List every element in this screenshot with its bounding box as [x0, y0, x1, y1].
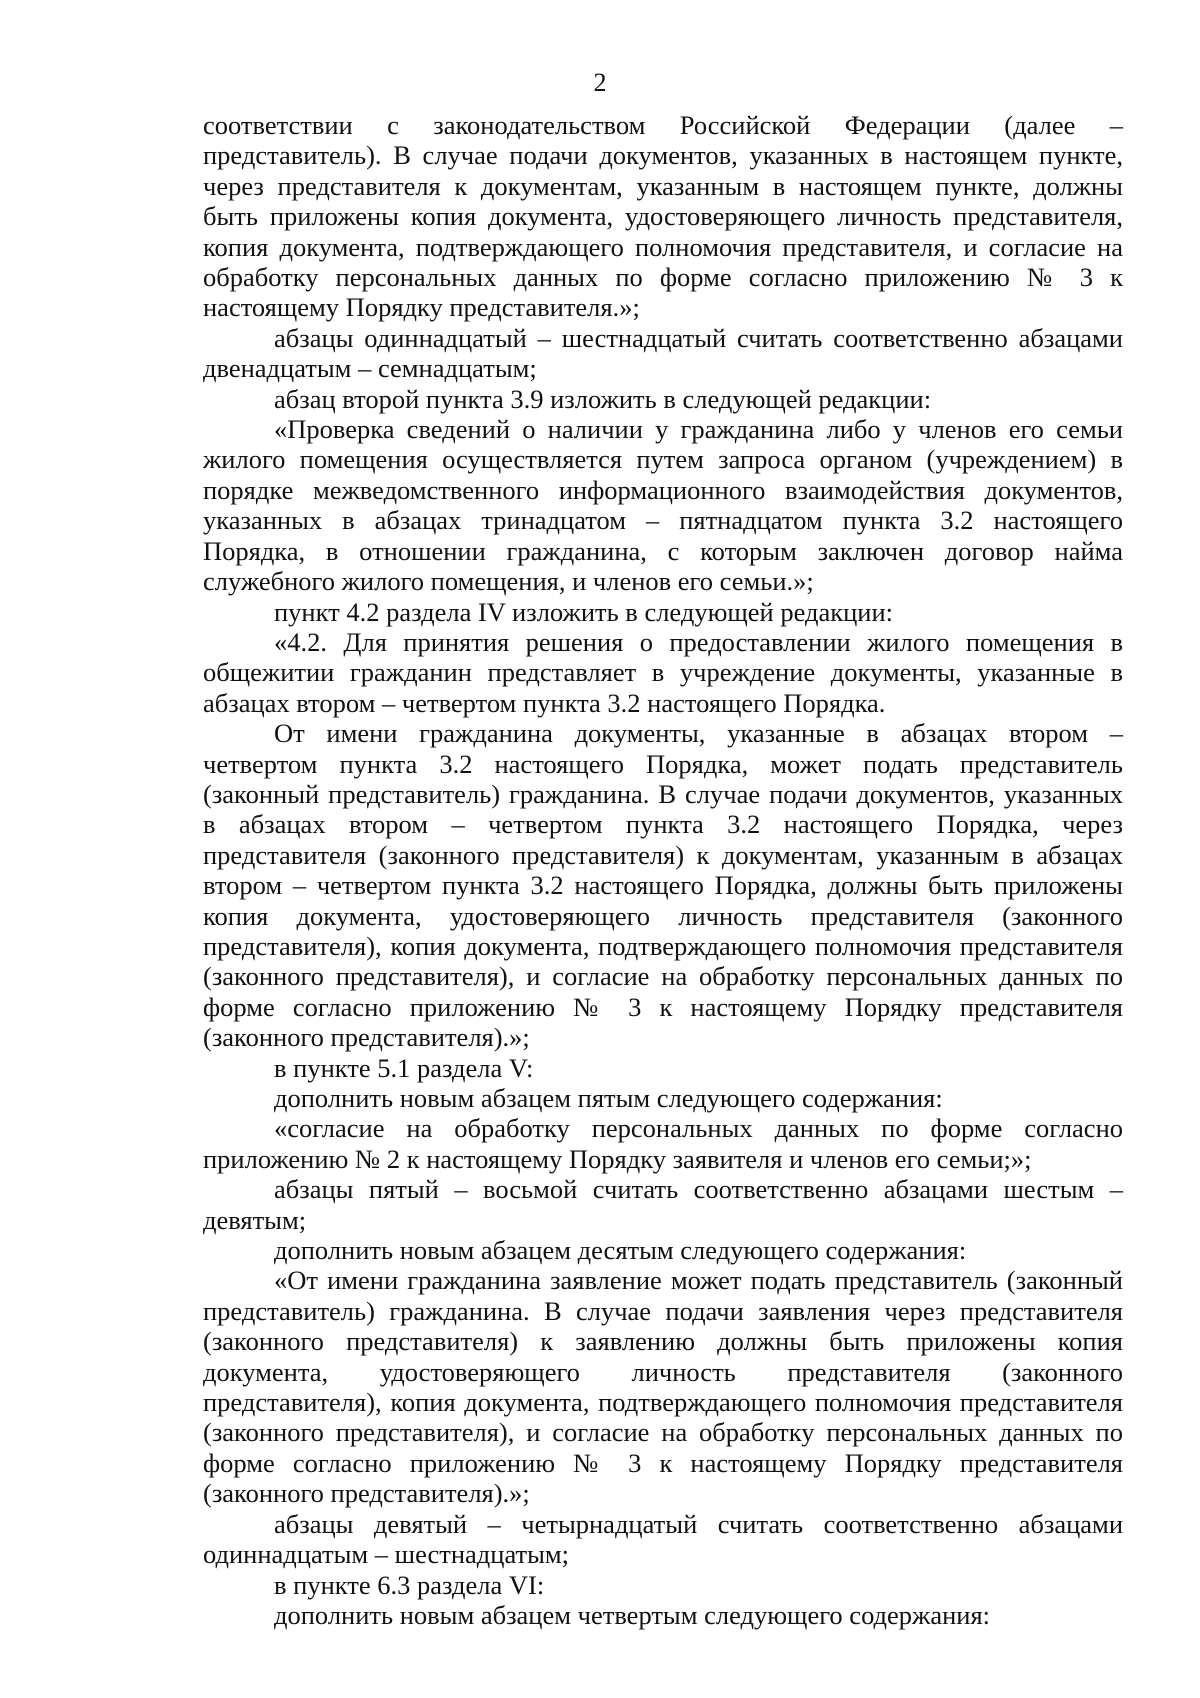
- paragraph: «Проверка сведений о наличии у гражданина либо у членов его семьи жилого помещения осуществляется путем запроса органом (учреждением) в порядке межведомственного информационного взаимодействия документов, указанных в абзацах тринадцатом – пятнадцатом пункта 3.2 настоящего Порядка, в отношении гражданина, с которым заключен договор найма служебного жилого помещения, и членов его семьи.»;: [203, 414, 1123, 597]
- paragraph: соответствии с законодательством Российской Федерации (далее – представитель). В случае подачи документов, указанных в настоящем пункте, через представителя к документам, указанным в настоящем пункте, должны быть приложены копия документа, удостоверяющего личность представителя, копия документа, подтверждающего полномочия представителя, и согласие на обработку персональных данных по форме согласно приложению № 3 к настоящему Порядку представителя.»;: [203, 110, 1123, 323]
- paragraph: абзац второй пункта 3.9 изложить в следующей редакции:: [274, 383, 932, 414]
- paragraph: дополнить новым абзацем четвертым следующего содержания:: [274, 1599, 991, 1630]
- paragraph: в пункте 5.1 раздела V:: [274, 1052, 534, 1083]
- paragraph: абзацы девятый – четырнадцатый считать соответственно абзацами одиннадцатым – шестнадцатым;: [203, 1508, 1123, 1570]
- paragraph: пункт 4.2 раздела IV изложить в следующей редакции:: [274, 596, 894, 627]
- paragraph: в пункте 6.3 раздела VI:: [274, 1569, 545, 1600]
- paragraph: От имени гражданина документы, указанные в абзацах втором – четвертом пункта 3.2 настоящего Порядка, может подать представитель (законный представитель) гражданина. В случае подачи документов, указанных в абзацах втором – четвертом пункта 3.2 настоящего Порядка, через представителя (законного представителя) к документам, указанным в абзацах втором – четвертом пункта 3.2 настоящего Порядка, должны быть приложены копия документа, удостоверяющего личность представителя (законного представителя), копия документа, подтверждающего полномочия представителя (законного представителя), и согласие на обработку персональных данных по форме согласно приложению № 3 к настоящему Порядку представителя (законного представителя).»;: [203, 718, 1123, 1053]
- paragraph: дополнить новым абзацем пятым следующего содержания:: [274, 1083, 943, 1113]
- paragraph: «4.2. Для принятия решения о предоставлении жилого помещения в общежитии гражданин представляет в учреждение документы, указанные в абзацах втором – четвертом пункта 3.2 настоящего Порядка.: [203, 626, 1123, 718]
- paragraph: «согласие на обработку персональных данных по форме согласно приложению № 2 к настоящему Порядку заявителя и членов его семьи;»;: [203, 1113, 1123, 1174]
- document-body: [203, 110, 1123, 1630]
- paragraph: «От имени гражданина заявление может подать представитель (законный представитель) гражданина. В случае подачи заявления через представителя (законного представителя) к заявлению должны быть приложены копия документа, удостоверяющего личность представителя (законного представителя), копия документа, подтверждающего полномочия представителя (законного представителя), и согласие на обработку персональных данных по форме согласно приложению № 3 к настоящему Порядку представителя (законного представителя).»;: [203, 1265, 1123, 1509]
- paragraph: абзацы одиннадцатый – шестнадцатый считать соответственно абзацами двенадцатым – семнадцатым;: [203, 322, 1123, 384]
- page-number: 2: [593, 68, 607, 97]
- paragraph: дополнить новым абзацем десятым следующего содержания:: [274, 1235, 967, 1266]
- paragraph: абзацы пятый – восьмой считать соответственно абзацами шестым – девятым;: [203, 1174, 1123, 1235]
